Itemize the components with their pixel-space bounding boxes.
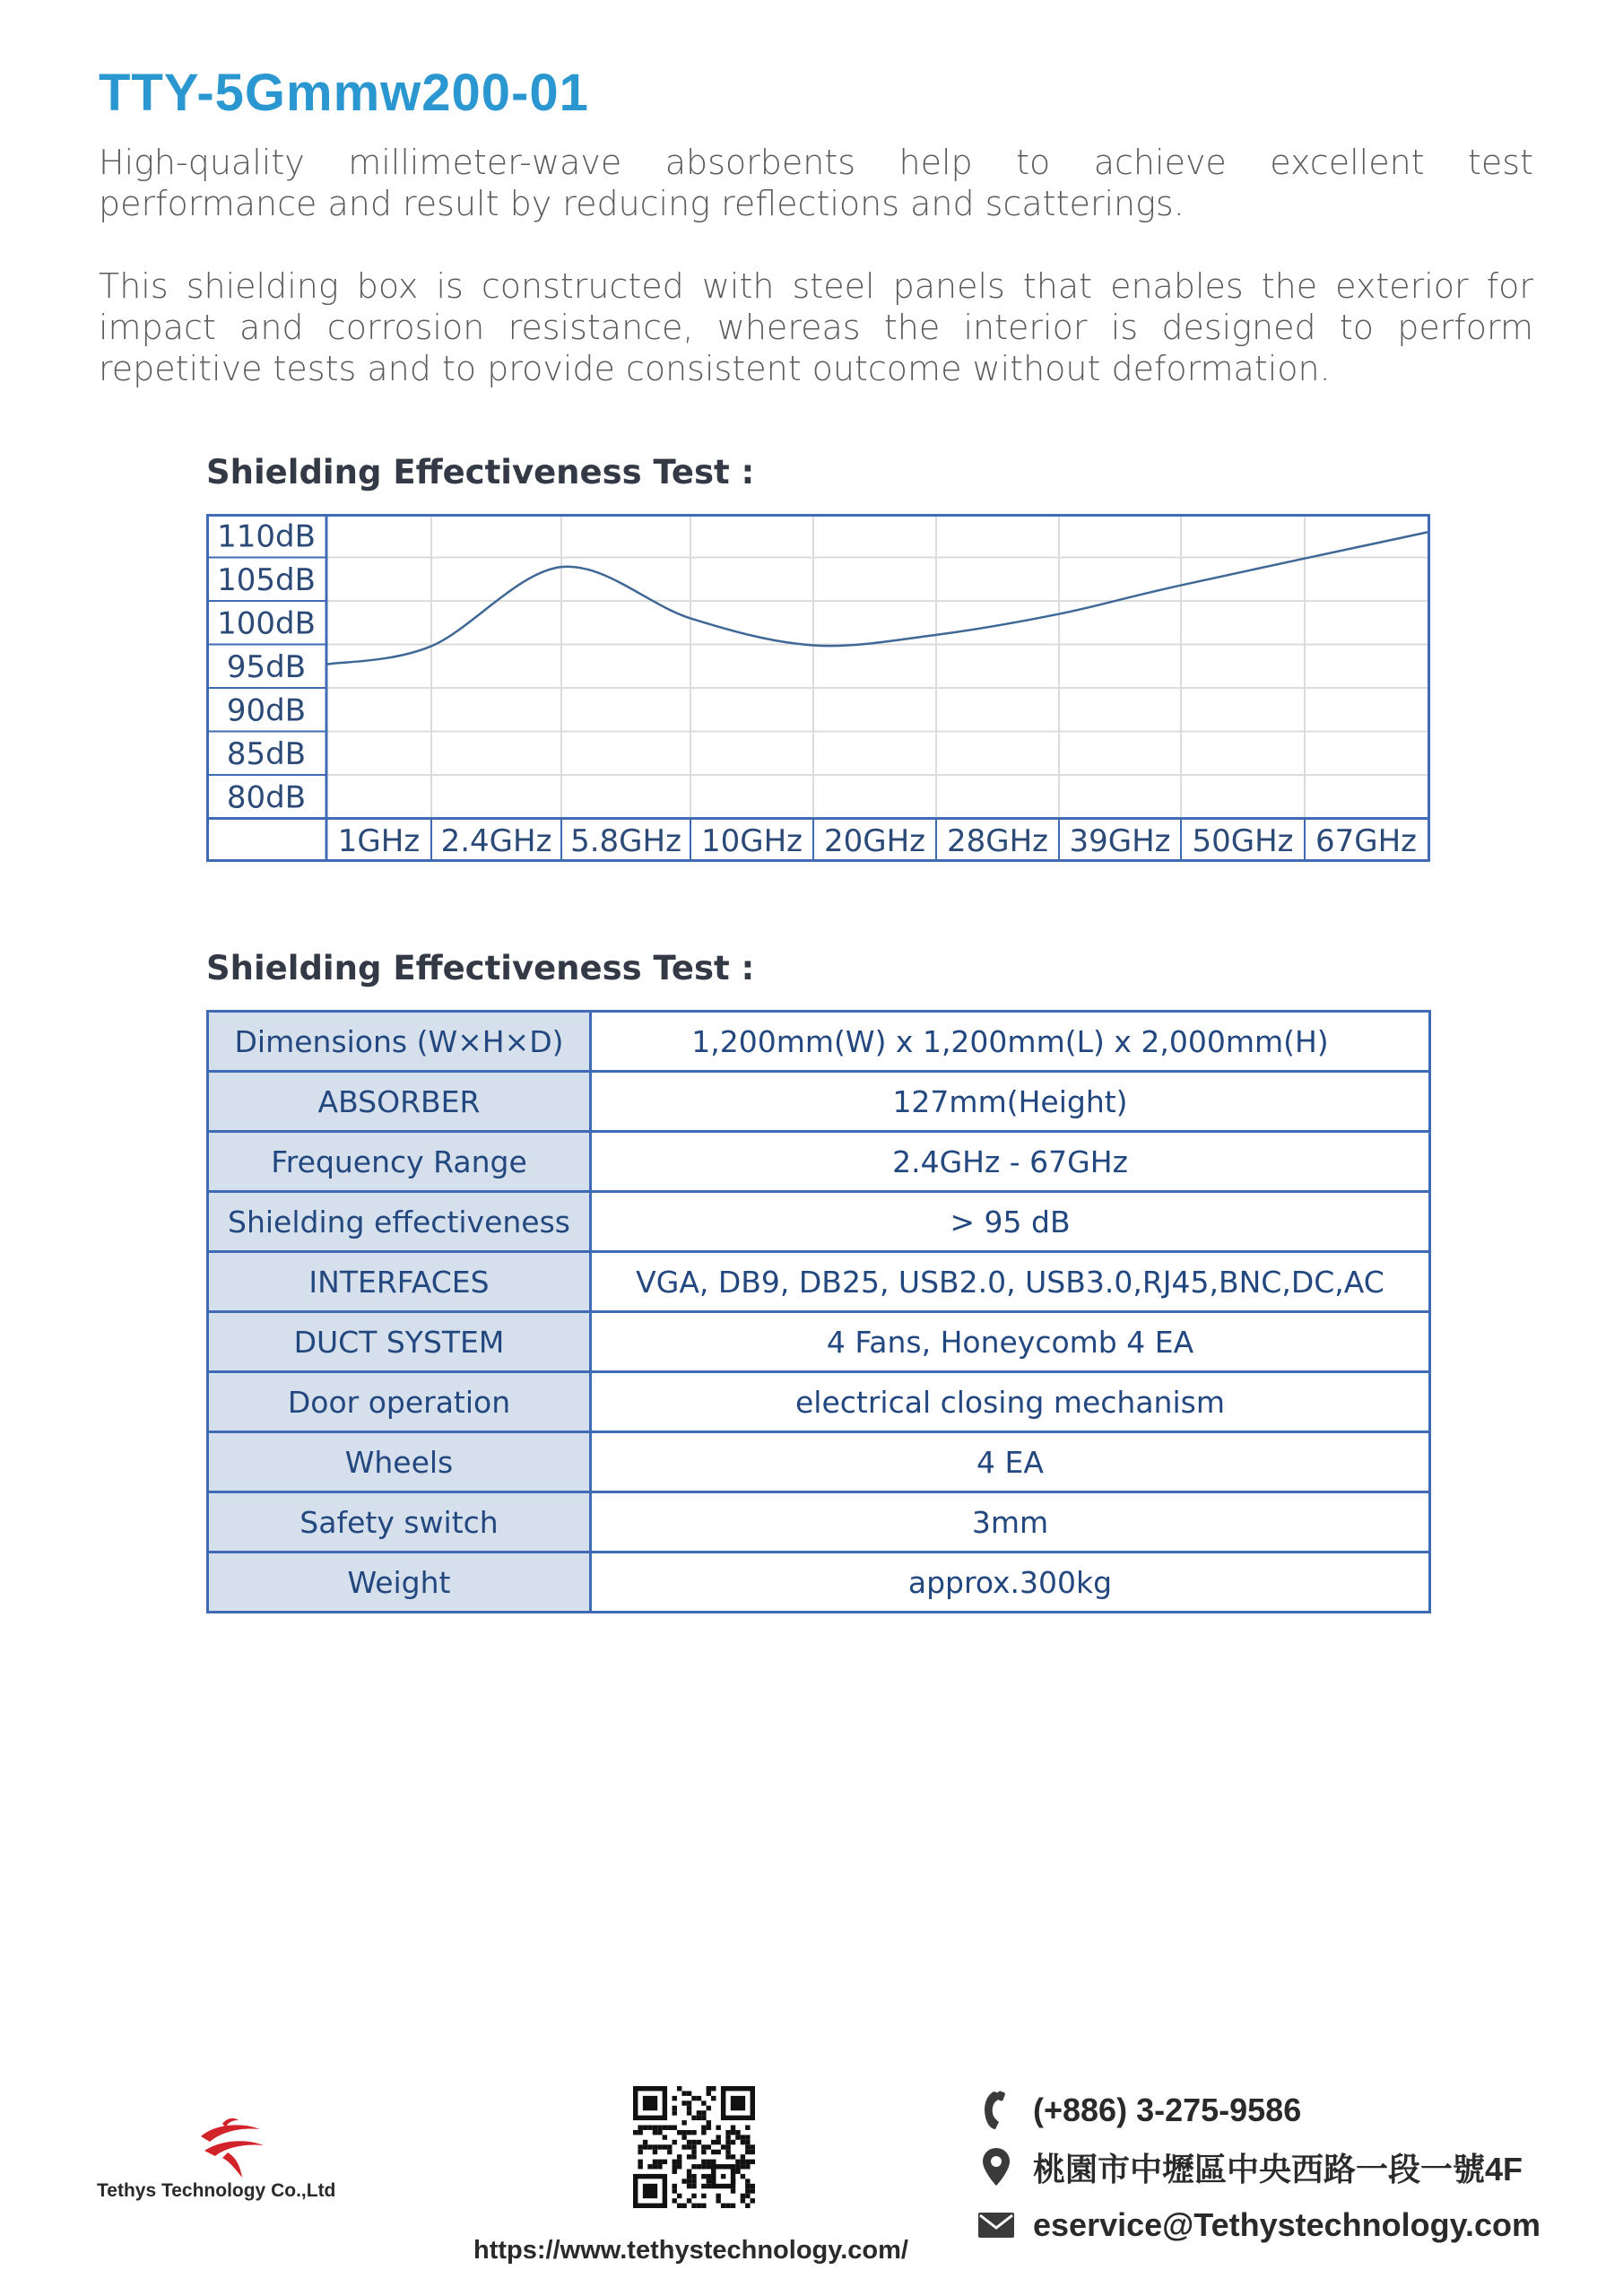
spec-value: 4 EA	[591, 1432, 1430, 1492]
spec-value: 4 Fans, Honeycomb 4 EA	[591, 1312, 1430, 1372]
spec-row	[208, 1312, 1430, 1372]
phone-number[interactable]: (+886) 3-275-9586	[1033, 2092, 1302, 2128]
y-tick-label: 80dB	[226, 779, 307, 816]
email-row	[974, 2203, 1541, 2248]
qr-code-icon	[633, 2086, 755, 2213]
construction-paragraph: This shielding box is constructed with steel panels that enables the exterior for impact and corrosion resistance, whereas the interior is designed to perform repetitive tests and to provide consistent outcome without deformation.	[99, 266, 1533, 388]
spec-row	[208, 1072, 1430, 1132]
spec-row	[208, 1192, 1430, 1252]
tethys-logo-icon	[195, 2117, 267, 2184]
y-tick-label: 110dB	[217, 518, 316, 555]
spec-value: electrical closing mechanism	[591, 1372, 1430, 1432]
spec-row	[208, 1432, 1430, 1492]
spec-section-title: Shielding Effectiveness Test :	[206, 949, 755, 987]
x-tick-label: 20GHz	[823, 822, 926, 859]
mail-icon	[974, 2212, 1019, 2239]
spec-row	[208, 1372, 1430, 1432]
address-row	[974, 2144, 1523, 2189]
y-tick-label: 100dB	[217, 605, 316, 642]
spec-label: Weight	[208, 1552, 591, 1613]
spec-row	[208, 1132, 1430, 1192]
y-tick-label: 90dB	[226, 692, 307, 729]
chart-section-title: Shielding Effectiveness Test :	[206, 453, 755, 491]
spec-label: Wheels	[208, 1432, 591, 1492]
spec-label: DUCT SYSTEM	[208, 1312, 591, 1372]
shielding-chart-svg	[206, 514, 1430, 862]
x-tick-label: 39GHz	[1069, 822, 1171, 859]
phone-row	[974, 2088, 1301, 2133]
spec-value: > 95 dB	[591, 1192, 1430, 1252]
spec-value: 1,200mm(W) x 1,200mm(L) x 2,000mm(H)	[591, 1012, 1430, 1072]
address-text: 桃園市中壢區中央西路一段一號4F	[1033, 2150, 1523, 2187]
spec-label: Shielding effectiveness	[208, 1192, 591, 1252]
spec-value: VGA, DB9, DB25, USB2.0, USB3.0,RJ45,BNC,DC,AC	[591, 1252, 1430, 1312]
x-tick-label: 50GHz	[1192, 822, 1294, 859]
spec-value: 3mm	[591, 1492, 1430, 1552]
spec-label: INTERFACES	[208, 1252, 591, 1312]
y-tick-label: 105dB	[217, 561, 316, 598]
spec-label: Frequency Range	[208, 1132, 591, 1192]
intro-paragraph: High-quality millimeter-wave absorbents help to achieve excellent test performance and result by reducing reflections and scatterings.	[99, 143, 1533, 223]
x-tick-label: 2.4GHz	[440, 822, 552, 859]
x-tick-label: 10GHz	[700, 822, 803, 859]
y-tick-label: 95dB	[226, 648, 307, 685]
phone-icon	[974, 2090, 1019, 2131]
spec-label: Door operation	[208, 1372, 591, 1432]
spec-table	[206, 1010, 1431, 1613]
company-name: Tethys Technology Co.,Ltd	[97, 2180, 336, 2201]
spec-row	[208, 1552, 1430, 1613]
x-tick-label: 5.8GHz	[570, 822, 681, 859]
location-pin-icon	[974, 2146, 1019, 2187]
email-address[interactable]: eservice@Tethystechnology.com	[1033, 2206, 1541, 2243]
spec-label: Dimensions (W×H×D)	[208, 1012, 591, 1072]
spec-label: Safety switch	[208, 1492, 591, 1552]
spec-row	[208, 1492, 1430, 1552]
x-tick-label: 1GHz	[337, 822, 421, 859]
spec-value: 2.4GHz - 67GHz	[591, 1132, 1430, 1192]
y-tick-label: 85dB	[226, 735, 307, 772]
website-url[interactable]: https://www.tethystechnology.com/	[473, 2236, 908, 2265]
x-tick-label: 28GHz	[946, 822, 1049, 859]
spec-label: ABSORBER	[208, 1072, 591, 1132]
x-tick-label: 67GHz	[1315, 822, 1418, 859]
spec-row	[208, 1012, 1430, 1072]
document-title: TTY-5Gmmw200-01	[99, 64, 589, 122]
spec-row	[208, 1252, 1430, 1312]
spec-value: approx.300kg	[591, 1552, 1430, 1613]
shielding-chart	[206, 514, 1430, 862]
spec-value: 127mm(Height)	[591, 1072, 1430, 1132]
